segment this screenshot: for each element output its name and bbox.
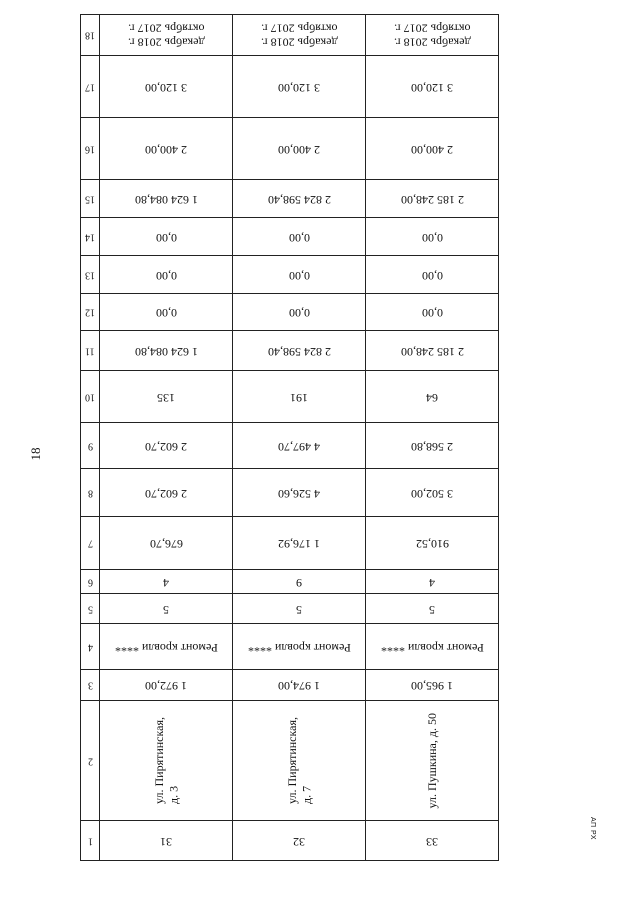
header-col-1: 1	[81, 821, 100, 861]
cell-33-col8: 3 502,00	[366, 469, 499, 517]
cell-31-col10: 135	[100, 371, 233, 423]
cell-32-col14: 0,00	[233, 218, 366, 256]
cell-32-col12: 0,00	[233, 294, 366, 331]
header-col-13: 13	[81, 256, 100, 294]
cell-33-col10: 64	[366, 371, 499, 423]
cell-31-col1: 31	[100, 821, 233, 861]
cell-31-col14: 0,00	[100, 218, 233, 256]
header-col-15: 15	[81, 180, 100, 218]
cell-33-col15: 2 185 248,00	[366, 180, 499, 218]
cell-33-col16: 2 400,00	[366, 118, 499, 180]
cell-31-col2: ул. Пирятинская, д. 3	[100, 701, 233, 821]
cell-32-col2: ул. Пирятинская, д. 7	[233, 701, 366, 821]
cell-31-col18: декабрь 2018 г. октябрь 2017 г.	[100, 15, 233, 56]
cell-31-col9: 2 602,70	[100, 423, 233, 469]
cell-32-col17: 3 120,00	[233, 56, 366, 118]
cell-32-col8: 4 526,60	[233, 469, 366, 517]
cell-31-col17: 3 120,00	[100, 56, 233, 118]
cell-32-col10: 191	[233, 371, 366, 423]
cell-31-col6: 4	[100, 570, 233, 594]
cell-33-col14: 0,00	[366, 218, 499, 256]
cell-33-col7: 910,52	[366, 517, 499, 570]
page-number: 18	[28, 447, 43, 461]
cell-32-col4: Ремонт кровли ****	[233, 624, 366, 670]
cell-32-col3: 1 974,00	[233, 670, 366, 701]
cell-33-col1: 33	[366, 821, 499, 861]
cell-31-col11: 1 624 084,80	[100, 331, 233, 371]
cell-32-col16: 2 400,00	[233, 118, 366, 180]
cell-33-col13: 0,00	[366, 256, 499, 294]
cell-32-col13: 0,00	[233, 256, 366, 294]
header-col-16: 16	[81, 118, 100, 180]
cell-31-col12: 0,00	[100, 294, 233, 331]
cell-32-col7: 1 176,92	[233, 517, 366, 570]
header-col-9: 9	[81, 423, 100, 469]
cell-32-col1: 32	[233, 821, 366, 861]
cell-31-col13: 0,00	[100, 256, 233, 294]
cell-31-col16: 2 400,00	[100, 118, 233, 180]
cell-32-col18: декабрь 2018 г. октябрь 2017 г.	[233, 15, 366, 56]
header-col-12: 12	[81, 294, 100, 331]
cell-33-col18: декабрь 2018 г. октябрь 2017 г.	[366, 15, 499, 56]
cell-33-col12: 0,00	[366, 294, 499, 331]
cell-33-col17: 3 120,00	[366, 56, 499, 118]
cell-33-col3: 1 965,00	[366, 670, 499, 701]
cell-31-col3: 1 972,00	[100, 670, 233, 701]
header-col-8: 8	[81, 469, 100, 517]
cell-33-col11: 2 185 248,00	[366, 331, 499, 371]
header-col-10: 10	[81, 371, 100, 423]
cell-32-col11: 2 824 598,40	[233, 331, 366, 371]
header-col-5: 5	[81, 594, 100, 624]
cell-32-col15: 2 824 598,40	[233, 180, 366, 218]
header-col-3: 3	[81, 670, 100, 701]
cell-31-col15: 1 624 084,80	[100, 180, 233, 218]
cell-31-col5: 5	[100, 594, 233, 624]
cell-33-col6: 4	[366, 570, 499, 594]
header-col-18: 18	[81, 15, 100, 56]
footer-mark: АП РХ	[589, 816, 597, 840]
header-col-2: 2	[81, 701, 100, 821]
header-col-11: 11	[81, 331, 100, 371]
header-col-6: 6	[81, 570, 100, 594]
cell-33-col5: 5	[366, 594, 499, 624]
cell-32-col9: 4 497,70	[233, 423, 366, 469]
cell-31-col4: Ремонт кровли ****	[100, 624, 233, 670]
header-col-7: 7	[81, 517, 100, 570]
cell-33-col9: 2 568,80	[366, 423, 499, 469]
header-col-4: 4	[81, 624, 100, 670]
cell-31-col8: 2 602,70	[100, 469, 233, 517]
cell-33-col2: ул. Пушкина, д. 50	[366, 701, 499, 821]
cell-31-col7: 676,70	[100, 517, 233, 570]
header-col-17: 17	[81, 56, 100, 118]
header-col-14: 14	[81, 218, 100, 256]
data-table	[80, 14, 499, 861]
cell-33-col4: Ремонт кровли ****	[366, 624, 499, 670]
cell-32-col5: 5	[233, 594, 366, 624]
cell-32-col6: 9	[233, 570, 366, 594]
